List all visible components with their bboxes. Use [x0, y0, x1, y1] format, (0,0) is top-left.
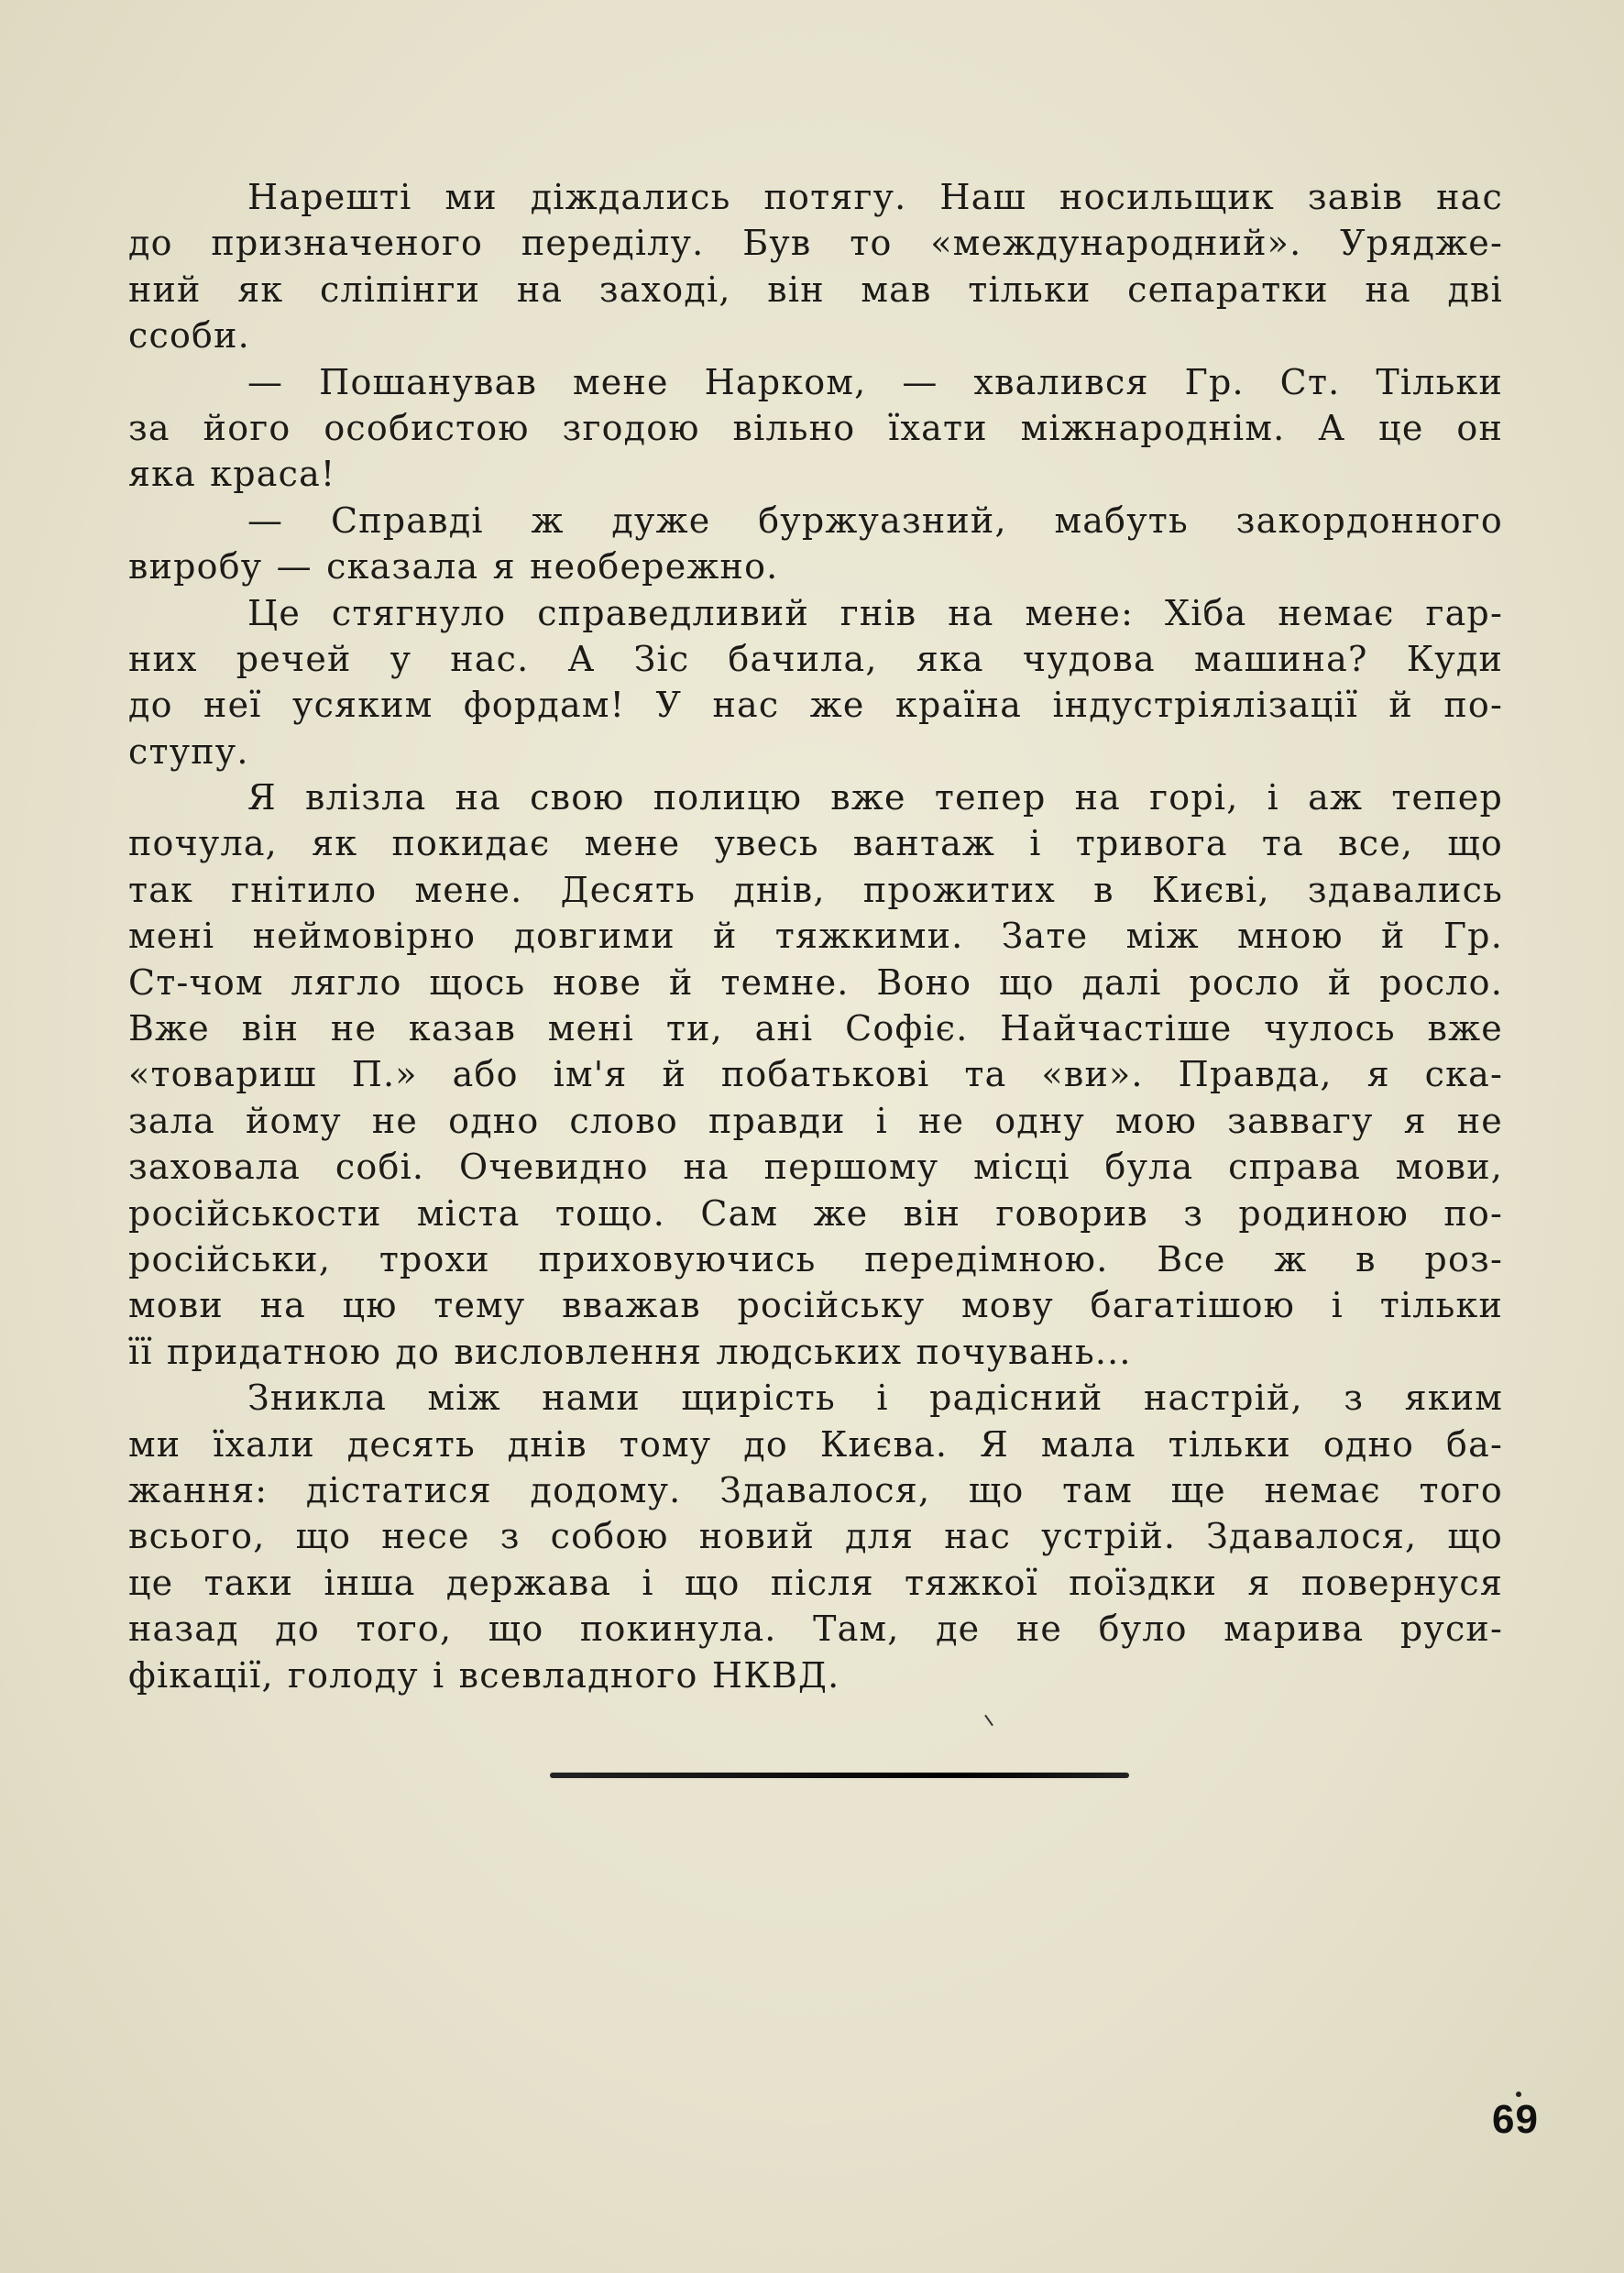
text-line: російськи, трохи приховуючись передімною. Все ж в роз- [128, 1238, 1503, 1279]
page-number: 69 [1492, 2097, 1539, 2142]
text-line: Це стягнуло справедливий гнів на мене: Хіба немає гар- [247, 592, 1503, 633]
text-line: «товариш П.» або ім'я й побатькові та «ви». Правда, я ска- [128, 1054, 1503, 1095]
paragraph-3 [128, 498, 1503, 590]
text-line: назад до того, що покинула. Там, де не було марива руси- [128, 1609, 1503, 1650]
paragraph-5 [128, 774, 1503, 1375]
text-line: заховала собі. Очевидно на першому місці була справа мови, [128, 1147, 1503, 1188]
text-line: так гнітило мене. Десять днів, прожитих в Києві, здавались [128, 869, 1503, 910]
text-line: ссоби. [128, 315, 250, 357]
text-line: мови на цю тему вважав російську мову багатішою і тільки [128, 1285, 1503, 1326]
paragraph-1 [128, 174, 1503, 359]
section-end-rule [550, 1773, 1129, 1778]
text-line: ступу. [128, 730, 249, 772]
text-line: ний як сліпінги на заході, він мав тільки сепаратки на дві [128, 269, 1503, 310]
text-line: Зникла між нами щирість і радісний настрій, з яким [247, 1378, 1503, 1419]
text-line: зала йому не одно слово правди і не одну мою заввагу я не [128, 1100, 1503, 1141]
text-line: фікації, голоду і всевладного НКВД. [128, 1654, 840, 1696]
text-line: ми їхали десять днів тому до Києва. Я мала тільки одно ба- [128, 1423, 1503, 1465]
text-line: жання: дістатися додому. Здавалося, що там ще немає того [128, 1469, 1503, 1510]
stray-ink-mark [984, 1715, 993, 1727]
text-line: російськости міста тощо. Сам же він говорив з родиною по- [128, 1192, 1503, 1234]
text-line: це таки інша держава і що після тяжкої поїздки я повернуся [128, 1562, 1503, 1603]
text-line: Нарешті ми діждались потягу. Наш носильщик завів нас [247, 177, 1503, 217]
text-line: — Справді ж дуже буржуазний, мабуть закордонного [247, 500, 1503, 541]
text-line: мені неймовірно довгими й тяжкими. Зате між мною й Гр. [128, 916, 1503, 957]
paragraph-2 [128, 359, 1503, 498]
text-line: почула, як покидає мене увесь вантаж і тривога та все, що [128, 823, 1503, 864]
text-line: виробу — сказала я необережно. [128, 546, 779, 587]
text-line: яка краса! [128, 454, 336, 495]
text-line: Ст-чом лягло щось нове й темне. Воно що далі росло й росло. [128, 961, 1503, 1003]
text-line: до неї усяким фордам! У нас же країна індустріялізації й по- [128, 685, 1503, 726]
text-line: її придатною до висловлення людських почувань... [128, 1331, 1132, 1372]
text-line: до призначеного переділу. Був то «международний». Урядже- [128, 223, 1503, 264]
paragraph-6 [128, 1375, 1503, 1698]
text-line: них речей у нас. А Зіс бачила, яка чудова машина? Куди [128, 638, 1503, 679]
text-line: Вже він не казав мені ти, ані Софіє. Найчастіше чулось вже [128, 1008, 1503, 1049]
text-line: за його особистою згодою вільно їхати міжнароднім. А це он [128, 407, 1503, 448]
body-text [128, 174, 1503, 1698]
text-line: — Пошанував мене Нарком, — хвалився Гр. Ст. Тільки [247, 361, 1503, 402]
text-line: всього, що несе з собою новий для нас устрій. Здавалося, що [128, 1516, 1503, 1557]
text-line: Я влізла на свою полицю вже тепер на горі, і аж тепер [247, 777, 1503, 818]
paragraph-4 [128, 590, 1503, 775]
